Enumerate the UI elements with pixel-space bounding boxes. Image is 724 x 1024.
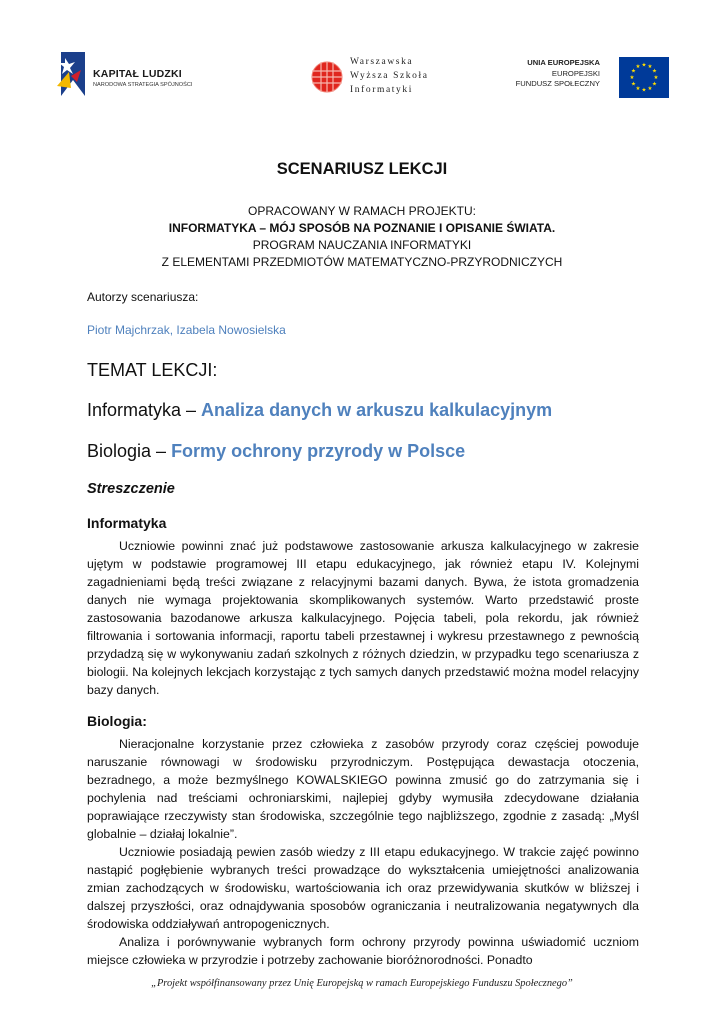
svg-text:★: ★ xyxy=(631,81,636,88)
svg-text:★: ★ xyxy=(652,81,657,88)
eu-line-3: FUNDUSZ SPOŁECZNY xyxy=(515,79,600,88)
project-line-2: INFORMATYKA – MÓJ SPOSÓB NA POZNANIE I OPISANIE ŚWIATA. xyxy=(168,221,556,235)
topic-label: TEMAT LEKCJI: xyxy=(87,360,218,380)
informatics-heading: Informatyka xyxy=(87,515,167,531)
eu-line-2: EUROPEJSKI xyxy=(551,68,600,78)
wwsi-logo xyxy=(310,52,450,102)
project-line-1: OPRACOWANY W RAMACH PROJEKTU: xyxy=(247,204,477,218)
authors-names: Piotr Majchrzak, Izabela Nowosielska xyxy=(87,323,286,337)
wwsi-line-3: Informatyki xyxy=(350,85,413,95)
biology-paragraph-3: Analiza i porównywanie wybranych form ochrony przyrody powinna uświadomić uczniom miejsce człowieka w przyrodzie i potrzeby zachowanie bioróżnorodności. Ponadto xyxy=(87,935,639,967)
svg-text:★: ★ xyxy=(635,86,641,92)
eu-text xyxy=(508,58,600,90)
subject-biology xyxy=(87,441,465,462)
authors-label: Autorzy scenariusza: xyxy=(87,290,199,304)
subject-informatics xyxy=(87,400,552,421)
biology-text xyxy=(87,735,639,969)
svg-text:★: ★ xyxy=(635,64,641,70)
kapital-ludzki-title: KAPITAŁ LUDZKI xyxy=(93,68,182,80)
informatics-paragraph: Uczniowie powinni znać już podstawowe zastosowanie arkusza kalkulacyjnego w zakresie ujętym w podstawie programowej III etapu edukacyjnego, jak również etapu IV. Kolejnymi zagadnieniami będą treści związane z relacyjnymi bazami danych. Bywa, że istota gromadzenia danych nie wymaga projektowania skomplikowanych systemów. Warto przedstawić proste zastosowania bazodanowe arkusza kalkulacyjnego. Pojęcia tabeli, pola rekordu, jak również filtrowania i sortowania informacji, raportu tabeli przestawnej i wykresu przestawnego z pewnością przydadzą się w wykonywaniu zadań szkolnych z różnych dziedzin, w przypadku tego scenariusza z biologii. Na kolejnych lekcjach korzystając z tych samych danych przedstawić można model relacyjny bazy danych. xyxy=(87,539,639,697)
page-title: SCENARIUSZ LEKCJI xyxy=(276,160,448,178)
subject-informatics-prefix: Informatyka – xyxy=(87,400,202,420)
svg-text:★: ★ xyxy=(652,68,657,75)
kapital-ludzki-emblem-icon xyxy=(55,50,89,102)
wwsi-emblem-icon xyxy=(310,60,344,94)
eu-logo xyxy=(508,56,670,102)
svg-text:★: ★ xyxy=(631,68,636,75)
project-line-3: PROGRAM NAUCZANIA INFORMATYKI xyxy=(252,238,472,252)
informatics-text xyxy=(87,537,639,699)
subject-biology-topic: Formy ochrony przyrody w Polsce xyxy=(171,441,466,461)
eu-line-1: UNIA EUROPEJSKA xyxy=(527,58,600,67)
svg-text:★: ★ xyxy=(647,64,653,70)
svg-text:★: ★ xyxy=(653,75,659,81)
subject-biology-prefix: Biologia – xyxy=(87,441,172,461)
eu-flag-icon xyxy=(619,57,669,98)
wwsi-line-2: Wyższa Szkoła xyxy=(350,71,429,81)
wwsi-line-1: Warszawska xyxy=(350,57,414,67)
project-info xyxy=(0,203,724,271)
biology-paragraph-2: Uczniowie posiadają pewien zasób wiedzy z III etapu edukacyjnego. W trakcie zajęć powinno nastąpić pogłębienie wybranych treści prowadzące do wykształcenia umiejętności analizowania zmian zachodzących w środowisku, wartościowania ich oraz przewidywania skutków w bliższej i dalszej przyszłości, oraz odnajdywania sposobów ograniczania i neutralizowania negatywnych dla środowiska oddziaływań antropogenicznych. xyxy=(87,845,639,931)
kapital-ludzki-subtitle: NARODOWA STRATEGIA SPÓJNOŚCI xyxy=(93,82,193,88)
svg-text:★: ★ xyxy=(641,62,647,69)
project-line-4: Z ELEMENTAMI PRZEDMIOTÓW MATEMATYCZNO-PRZYRODNICZYCH xyxy=(161,255,563,269)
subject-informatics-topic: Analiza danych w arkuszu kalkulacyjnym xyxy=(201,400,553,420)
svg-text:★: ★ xyxy=(629,75,635,81)
summary-heading: Streszczenie xyxy=(87,481,175,497)
footer-note: „Projekt współfinansowany przez Unię Europejską w ramach Europejskiego Funduszu Społecznego” xyxy=(151,978,573,989)
biology-heading: Biologia: xyxy=(87,713,147,729)
svg-text:★: ★ xyxy=(647,86,653,92)
kapital-ludzki-logo xyxy=(55,48,205,108)
svg-text:★: ★ xyxy=(641,87,647,94)
biology-paragraph-1: Nieracjonalne korzystanie przez człowieka z zasobów przyrody coraz częściej powoduje naruszanie równowagi w środowisku przyrodniczym. Postępująca dewastacja otoczenia, bezradnego, a może bezmyślnego KOWALSKIEGO powinna zmusić go do zatrzymania się i pochylenia nad treściami ochroniarskimi, najlepiej gdyby wymusiła zdecydowane działania poprawiające rzeczywisty stan środowiska, szczególnie tego najbliższego, zgodnie z zasadą: „Myśl globalnie – działaj lokalnie”. xyxy=(87,737,639,841)
